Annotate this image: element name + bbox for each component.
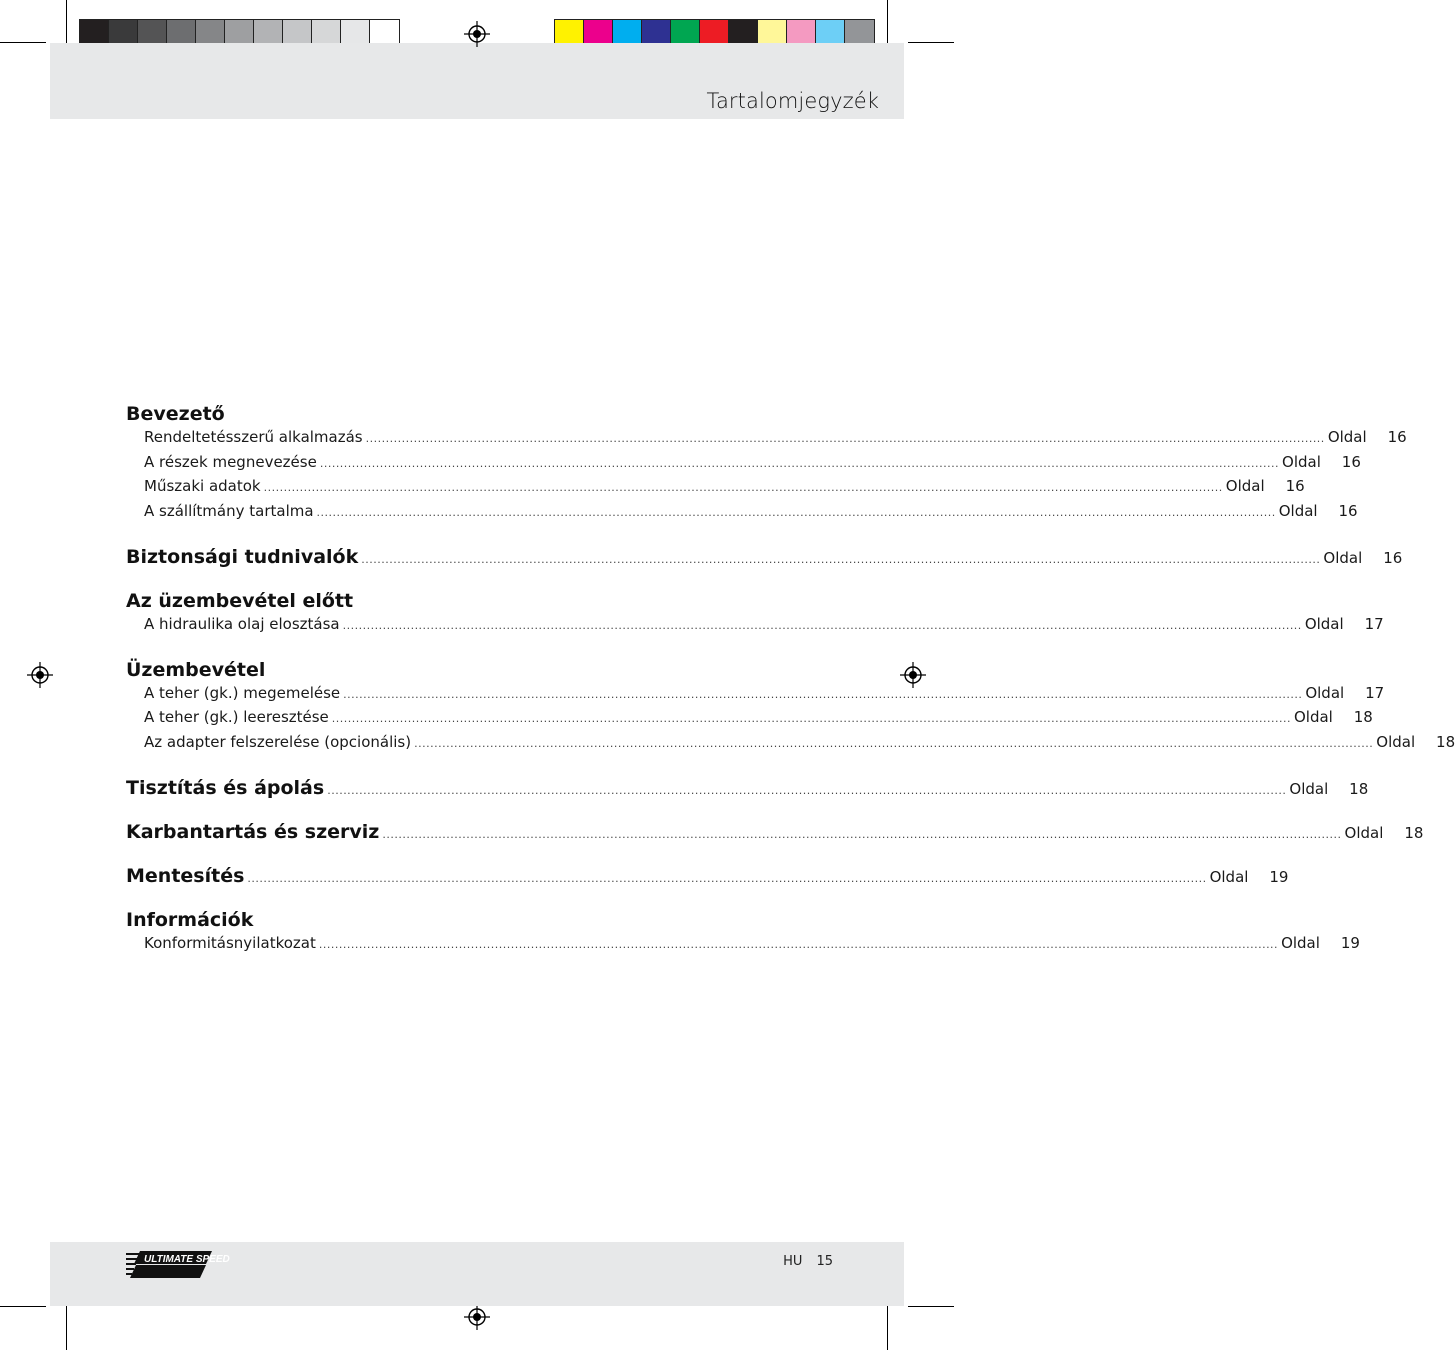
- toc-section-title[interactable]: Az üzembevétel előtt: [126, 589, 354, 612]
- toc-page-word: Oldal: [1282, 452, 1321, 471]
- toc-section: [126, 908, 1360, 957]
- toc-entry-label: A teher (gk.) megemelése: [144, 683, 341, 702]
- toc-entry[interactable]: [126, 682, 1385, 707]
- toc-leader-dots: [361, 553, 1320, 566]
- toc-entry-label: A szállítmány tartalma: [144, 502, 314, 521]
- toc-section: [126, 402, 1407, 525]
- toc-section: [126, 820, 1424, 844]
- toc-page-number: 19: [1269, 867, 1289, 886]
- crop-mark: [887, 0, 888, 46]
- toc-page-number: 16: [1387, 428, 1407, 446]
- toc-leader-dots: [343, 684, 1302, 707]
- page-title: Tartalomjegyzék: [706, 89, 879, 113]
- toc-page-word: Oldal: [1278, 502, 1318, 521]
- toc-page-number: 16: [1383, 548, 1403, 567]
- toc-section-title[interactable]: Üzembevétel: [126, 658, 266, 681]
- toc-page-word: Oldal: [1225, 477, 1265, 496]
- registration-mark-icon: [464, 21, 490, 47]
- toc-page-number: 17: [1365, 683, 1385, 702]
- toc-leader-dots: [264, 477, 1223, 500]
- toc-leader-dots: [343, 615, 1302, 638]
- toc-entry[interactable]: [126, 500, 1358, 525]
- toc-page-number: 16: [1341, 452, 1361, 471]
- toc-leader-dots: [332, 708, 1291, 731]
- toc-entry[interactable]: [126, 932, 1360, 957]
- crop-mark: [66, 1304, 67, 1350]
- toc-entry-label: Konformitásnyilatkozat: [144, 933, 316, 952]
- language-code: HU: [783, 1254, 803, 1269]
- crop-mark: [887, 1304, 888, 1350]
- toc-page-number: 18: [1404, 823, 1424, 842]
- toc-page-word: Oldal: [1209, 867, 1249, 886]
- toc-leader-dots: [366, 428, 1325, 451]
- toc-page-number: 19: [1340, 933, 1360, 952]
- registration-mark-icon: [27, 662, 53, 688]
- toc-page-number: 16: [1285, 477, 1305, 496]
- toc-section-title: Karbantartás és szerviz: [126, 820, 380, 843]
- toc-section-title: Biztonsági tudnivalók: [126, 545, 359, 568]
- toc-entry-label: A részek megnevezése: [144, 452, 317, 471]
- toc-entry[interactable]: [126, 426, 1407, 451]
- toc-page-number: 18: [1349, 779, 1369, 798]
- toc-section-title: Tisztítás és ápolás: [126, 776, 325, 799]
- toc-page-word: Oldal: [1293, 708, 1333, 727]
- crop-mark: [908, 42, 954, 43]
- toc-leader-dots: [382, 828, 1341, 841]
- registration-mark-icon: [464, 1304, 490, 1330]
- toc-page-word: Oldal: [1281, 933, 1320, 952]
- page-number: 15: [816, 1254, 833, 1269]
- toc-leader-dots: [317, 502, 1276, 525]
- toc-page-word: Oldal: [1323, 548, 1363, 567]
- toc-section: [126, 658, 1455, 756]
- toc-page-word: Oldal: [1304, 614, 1344, 633]
- toc-section-row[interactable]: [126, 864, 1289, 888]
- toc-page-number: 18: [1436, 732, 1455, 751]
- toc-page-word: Oldal: [1289, 779, 1329, 798]
- toc-section: [126, 589, 1384, 638]
- toc-section-row[interactable]: [126, 545, 1403, 569]
- toc-section: [126, 864, 1289, 888]
- toc-section-row[interactable]: [126, 820, 1424, 844]
- toc-page-number: 17: [1364, 614, 1384, 633]
- svg-text:ULTIMATE SPEED: ULTIMATE SPEED: [144, 1254, 230, 1265]
- crop-mark: [0, 42, 46, 43]
- crop-mark: [0, 1306, 46, 1307]
- toc-entry[interactable]: [126, 451, 1361, 476]
- toc-entry-label: Rendeltetésszerű alkalmazás: [144, 428, 363, 446]
- toc-entry-label: A hidraulika olaj elosztása: [144, 614, 340, 633]
- toc-page-number: 16: [1338, 502, 1358, 521]
- toc-entry[interactable]: [126, 731, 1455, 756]
- toc-page-word: Oldal: [1376, 732, 1416, 751]
- toc-page-word: Oldal: [1305, 683, 1345, 702]
- toc-section-title[interactable]: Bevezető: [126, 403, 225, 425]
- toc-page-number: 18: [1353, 708, 1373, 727]
- toc-section-title: Mentesítés: [126, 864, 245, 887]
- toc-entry-label: Műszaki adatok: [144, 477, 261, 496]
- crop-mark: [908, 1306, 954, 1307]
- toc-page-word: Oldal: [1327, 428, 1367, 446]
- toc-entry-label: A teher (gk.) leeresztése: [144, 708, 329, 727]
- toc-section-row[interactable]: [126, 776, 1369, 800]
- toc-section: [126, 545, 1403, 569]
- ultimate-speed-logo: [126, 1250, 230, 1280]
- footer-page-info: [783, 1254, 833, 1269]
- toc-entry[interactable]: [126, 475, 1305, 500]
- toc-leader-dots: [247, 872, 1206, 885]
- table-of-contents: [126, 402, 1455, 976]
- toc-page-word: Oldal: [1344, 823, 1384, 842]
- crop-mark: [66, 0, 67, 46]
- toc-leader-dots: [319, 934, 1278, 957]
- toc-entry-label: Az adapter felszerelése (opcionális): [144, 732, 412, 751]
- toc-entry[interactable]: [126, 613, 1384, 638]
- toc-section: [126, 776, 1369, 800]
- toc-entry[interactable]: [126, 706, 1373, 731]
- toc-leader-dots: [414, 733, 1373, 756]
- toc-leader-dots: [327, 784, 1286, 797]
- toc-leader-dots: [320, 453, 1279, 476]
- toc-section-title[interactable]: Információk: [126, 908, 254, 931]
